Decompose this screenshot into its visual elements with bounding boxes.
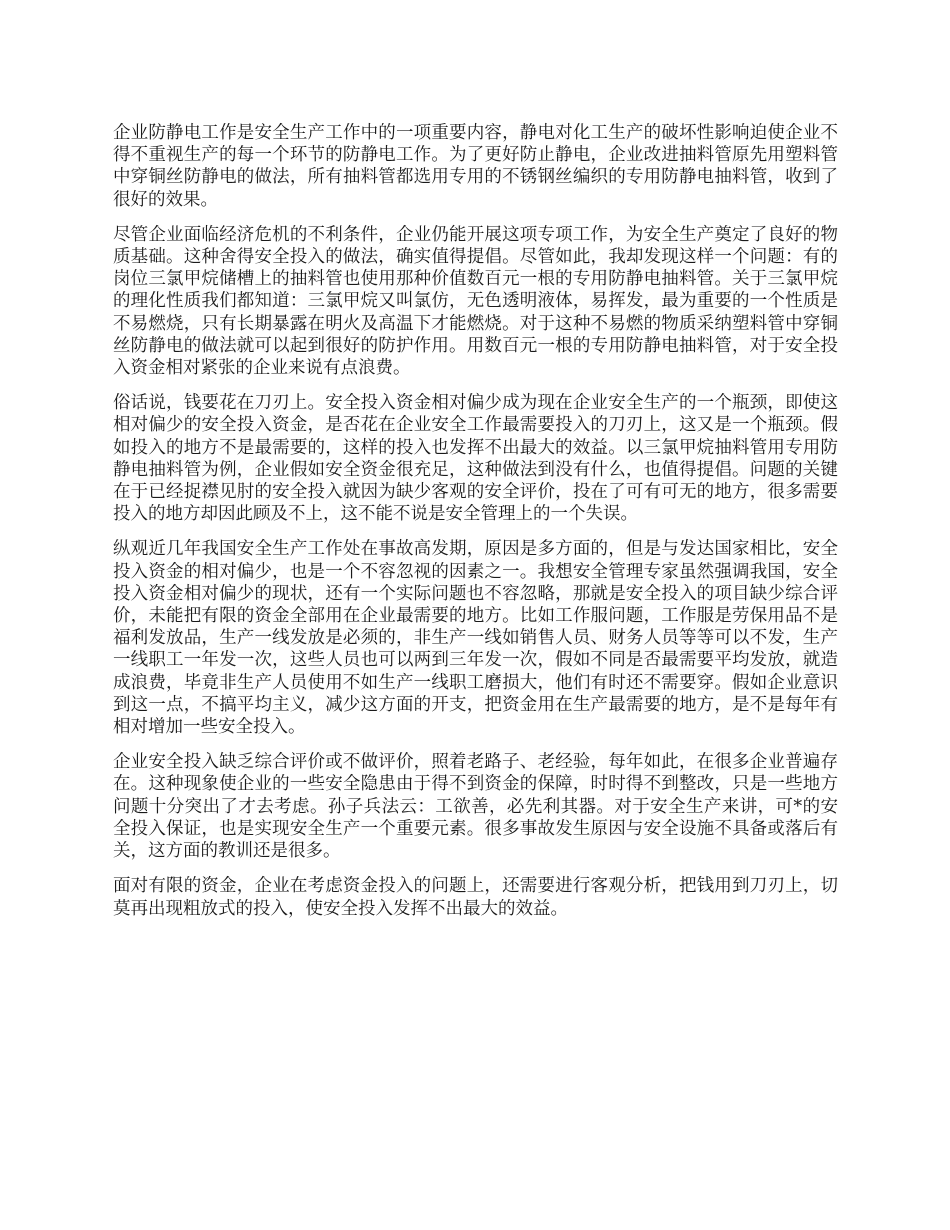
paragraph-3: 俗话说，钱要花在刀刃上。安全投入资金相对偏少成为现在企业安全生产的一个瓶颈，即使这相对偏少的安全投入资金，是否花在企业安全工作最需要投入的刀刃上，这又是一个瓶颈。假如投入的地方不是最需要的，这样的投入也发挥不出最大的效益。以三氯甲烷抽料管用专用防静电抽料管为例，企业假如安全资金很充足，这种做法到没有什么，也值得提倡。问题的关键在于已经捉襟见肘的安全投入就因为缺少客观的安全评价，投在了可有可无的地方，很多需要投入的地方却因此顾及不上，这不能不说是安全管理上的一个失误。 bbox=[113, 393, 838, 525]
document-body bbox=[113, 122, 838, 933]
paragraph-4: 纵观近几年我国安全生产工作处在事故高发期，原因是多方面的，但是与发达国家相比，安全投入资金的相对偏少，也是一个不容忽视的因素之一。我想安全管理专家虽然强调我国，安全投入资金相对偏少的现状，还有一个实际问题也不容忽略，那就是安全投入的项目缺少综合评价，未能把有限的资金全部用在企业最需要的地方。比如工作服问题，工作服是劳保用品不是福利发放品，生产一线发放是必须的，非生产一线如销售人员、财务人员等等可以不发，生产一线职工一年发一次，这些人员也可以两到三年发一次，假如不同是否最需要平均发放，就造成浪费，毕竟非生产人员使用不如生产一线职工磨损大，他们有时还不需要穿。假如企业意识到这一点，不搞平均主义，减少这方面的开支，把资金用在生产最需要的地方，是不是每年有相对增加一些安全投入。 bbox=[113, 539, 838, 738]
paragraph-2: 尽管企业面临经济危机的不利条件，企业仍能开展这项专项工作，为安全生产奠定了良好的物质基础。这种舍得安全投入的做法，确实值得提倡。尽管如此，我却发现这样一个问题：有的岗位三氯甲烷储槽上的抽料管也使用那种价值数百元一根的专用防静电抽料管。关于三氯甲烷的理化性质我们都知道：三氯甲烷又叫氯仿，无色透明液体，易挥发，最为重要的一个性质是不易燃烧，只有长期暴露在明火及高温下才能燃烧。对于这种不易燃的物质采纳塑料管中穿铜丝防静电的做法就可以起到很好的防护作用。用数百元一根的专用防静电抽料管，对于安全投入资金相对紧张的企业来说有点浪费。 bbox=[113, 224, 838, 379]
paragraph-5: 企业安全投入缺乏综合评价或不做评价，照着老路子、老经验，每年如此，在很多企业普遍存在。这种现象使企业的一些安全隐患由于得不到资金的保障，时时得不到整改，只是一些地方问题十分突出了才去考虑。孙子兵法云：工欲善，必先利其器。对于安全生产来讲，可*的安全投入保证，也是实现安全生产一个重要元素。很多事故发生原因与安全设施不具备或落后有关，这方面的教训还是很多。 bbox=[113, 752, 838, 862]
paragraph-6: 面对有限的资金，企业在考虑资金投入的问题上，还需要进行客观分析，把钱用到刀刃上，切莫再出现粗放式的投入，使安全投入发挥不出最大的效益。 bbox=[113, 876, 838, 919]
paragraph-1: 企业防静电工作是安全生产工作中的一项重要内容，静电对化工生产的破坏性影响迫使企业不得不重视生产的每一个环节的防静电工作。为了更好防止静电，企业改进抽料管原先用塑料管中穿铜丝防静电的做法，所有抽料管都选用专用的不锈钢丝编织的专用防静电抽料管，收到了很好的效果。 bbox=[113, 123, 838, 210]
